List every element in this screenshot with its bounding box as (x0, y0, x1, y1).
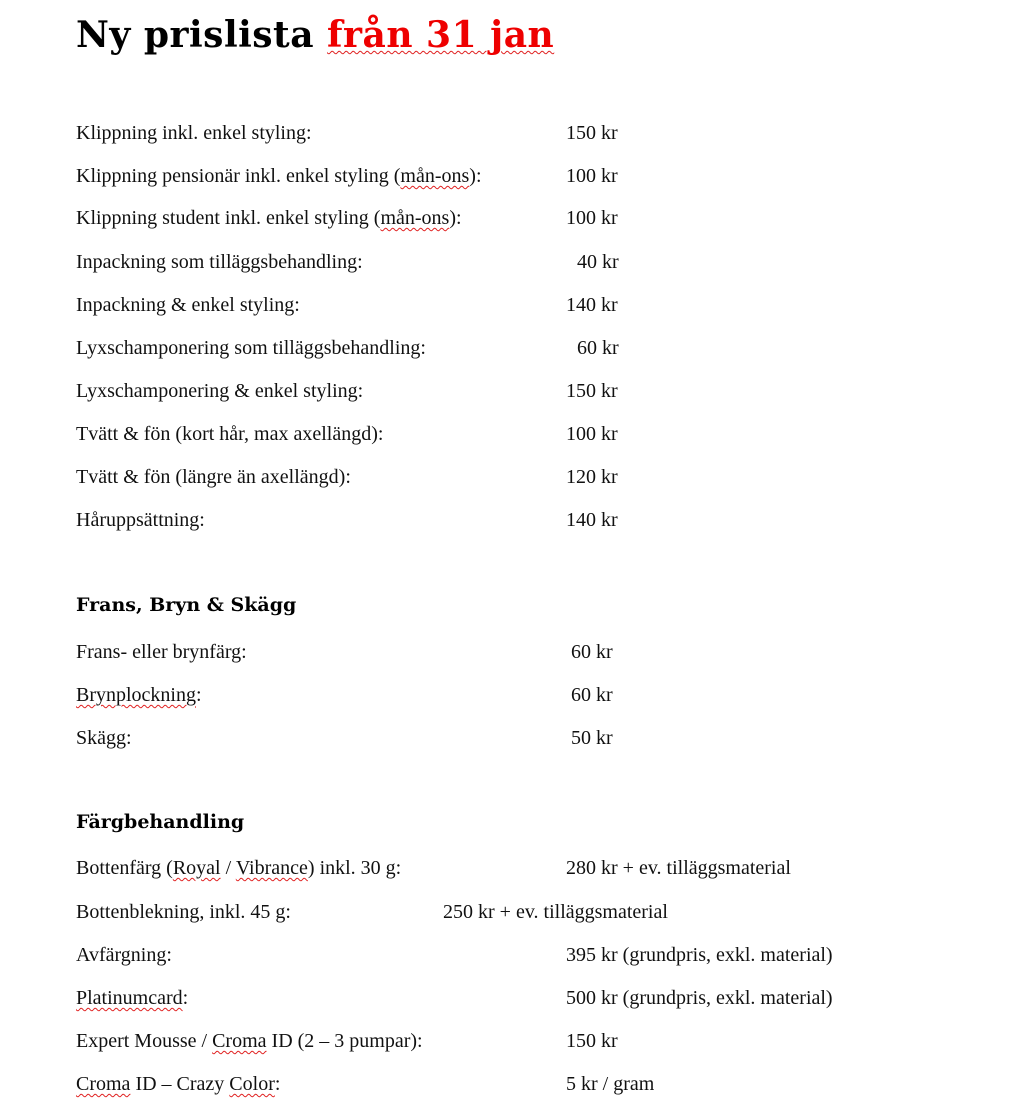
service-label: Skägg: (76, 727, 132, 749)
service-label: Croma ID – Crazy Color: (76, 1073, 281, 1095)
service-price: 150 kr (566, 1030, 618, 1052)
service-label: Tvätt & fön (kort hår, max axellängd): (76, 423, 384, 445)
service-price: 140 kr (566, 509, 618, 531)
section-heading-fargbehandling: Färgbehandling (76, 811, 245, 833)
service-price: 40 kr (577, 251, 619, 273)
service-price: 120 kr (566, 466, 618, 488)
service-label: Frans- eller brynfärg: (76, 641, 247, 663)
service-label: Klippning inkl. enkel styling: (76, 122, 312, 144)
service-price: 150 kr (566, 122, 618, 144)
service-label: Avfärgning: (76, 944, 172, 966)
service-price: 60 kr (577, 337, 619, 359)
service-price: 60 kr (571, 641, 613, 663)
service-price: 280 kr + ev. tilläggsmaterial (566, 857, 791, 879)
service-label: Bottenblekning, inkl. 45 g: (76, 901, 291, 923)
service-label: Lyxschamponering & enkel styling: (76, 380, 364, 402)
service-price: 500 kr (grundpris, exkl. material) (566, 987, 833, 1009)
service-label: Klippning pensionär inkl. enkel styling (mån-ons): (76, 165, 482, 187)
service-label: Inpackning & enkel styling: (76, 294, 300, 316)
service-label: Lyxschamponering som tilläggsbehandling: (76, 337, 426, 359)
service-label: Expert Mousse / Croma ID (2 – 3 pumpar): (76, 1030, 423, 1052)
service-label: Håruppsättning: (76, 509, 205, 531)
service-price: 150 kr (566, 380, 618, 402)
service-price: 100 kr (566, 423, 618, 445)
service-price: 5 kr / gram (566, 1073, 655, 1095)
service-label: Inpackning som tilläggsbehandling: (76, 251, 363, 273)
service-price: 250 kr + ev. tilläggsmaterial (443, 901, 668, 923)
service-label: Brynplockning: (76, 684, 202, 706)
service-price: 100 kr (566, 207, 618, 229)
service-label: Tvätt & fön (längre än axellängd): (76, 466, 351, 488)
service-label: Klippning student inkl. enkel styling (mån-ons): (76, 207, 462, 229)
service-label: Platinumcard: (76, 987, 189, 1009)
section-heading-frans-bryn: Frans, Bryn & Skägg (76, 594, 297, 616)
service-price: 140 kr (566, 294, 618, 316)
service-price: 100 kr (566, 165, 618, 187)
service-price: 50 kr (571, 727, 613, 749)
title-part-black: Ny prislista (76, 14, 328, 56)
title-part-red: från 31 jan (327, 14, 555, 56)
service-label: Bottenfärg (Royal / Vibrance) inkl. 30 g: (76, 857, 402, 879)
service-price: 395 kr (grundpris, exkl. material) (566, 944, 833, 966)
page-title (76, 14, 554, 56)
service-price: 60 kr (571, 684, 613, 706)
